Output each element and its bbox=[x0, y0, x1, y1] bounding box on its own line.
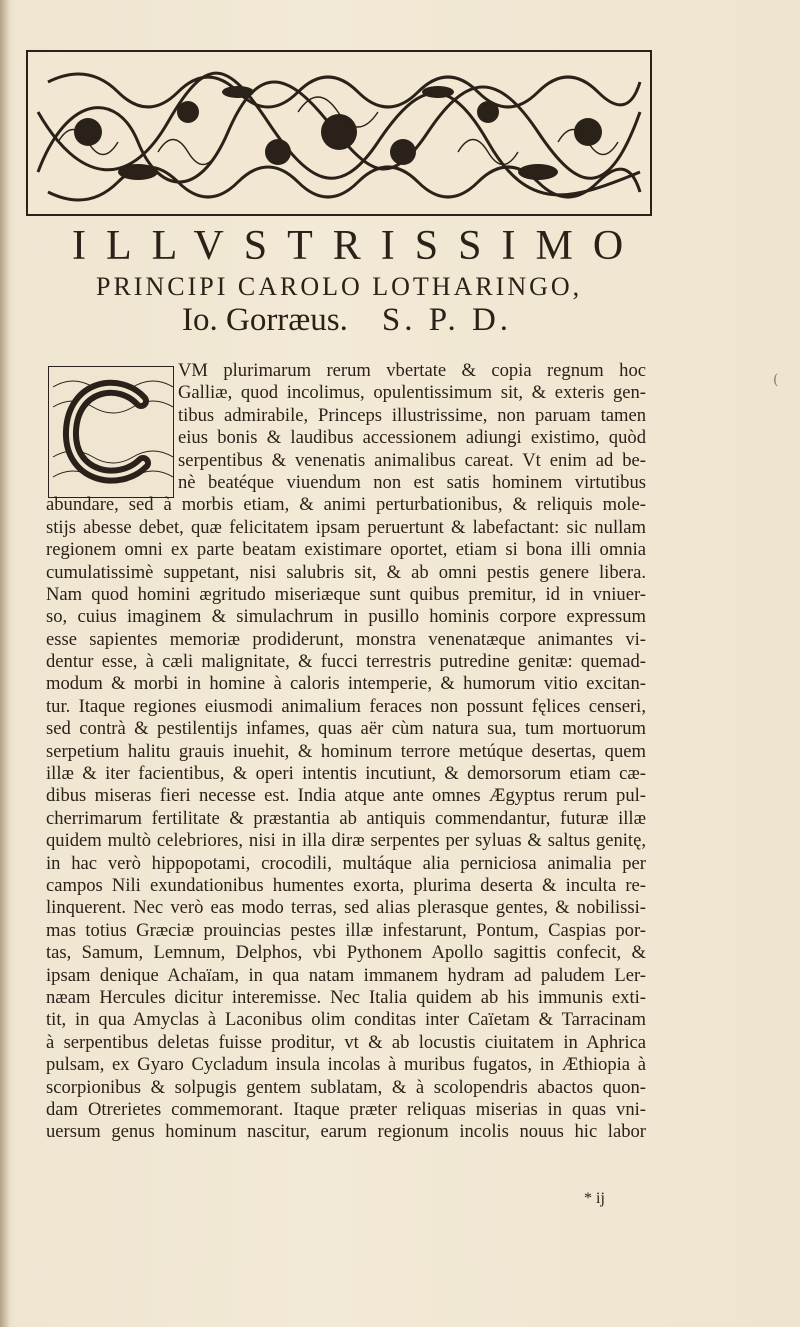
author-name: Io. Gorræus. bbox=[182, 302, 348, 338]
text-line: VM plurimarum rerum vbertate & copia regnum hoc bbox=[178, 360, 646, 381]
text-line: serpetium halitu grauis inuehit, & hominum terrore metúque desertas, quem bbox=[46, 740, 646, 762]
text-line: tit, in qua Amyclas à Laconibus olim conditas inter Caïetam & Tarracinam bbox=[46, 1009, 646, 1031]
text-line: campos Nili exundationibus humentes exorta, plurima deserta & inculta re- bbox=[46, 874, 646, 896]
page-title: ILLVSTRISSIMO bbox=[72, 223, 644, 269]
text-line: serpentibus & venenatis animalibus careat. Vt enim ad be- bbox=[178, 449, 646, 471]
text-line: mas totius Græciæ prouincias pestes illæ infestarunt, Pontum, Caspias por- bbox=[46, 919, 646, 941]
dedication-subtitle: PRINCIPI CAROLO LOTHARINGO, bbox=[96, 272, 583, 301]
text-line: Nam quod homini ægritudo miseriæque sunt quibus premitur, id in vniuer- bbox=[46, 583, 646, 605]
text-line: abundare, sed à morbis etiam, & animi perturbationibus, & reliquis mole- bbox=[46, 494, 646, 516]
text-line: linquerent. Nec verò eas modo terras, sed alias plerasque gentes, & nobilissi- bbox=[46, 897, 646, 919]
text-line: cherrimarum fertilitate & præstantia ab antiquis commendantur, futuræ illæ bbox=[46, 807, 646, 829]
signature-mark: * ij bbox=[584, 1190, 605, 1207]
foliage-ornament-banner-icon bbox=[26, 50, 652, 216]
text-line: næam Hercules dicitur interemisse. Nec Italia quidem ab his immunis exti- bbox=[46, 986, 646, 1008]
text-line: quidem multò celebriores, nisi in illa diræ serpentes per syluas & saltus genitę, bbox=[46, 830, 646, 852]
text-line: eius bonis & laudibus accessionem adiungi existimo, quòd bbox=[178, 427, 646, 449]
text-line: pulsam, ex Gyaro Cycladum insula incolas à muribus fugatos, in Æthiopia à bbox=[46, 1054, 646, 1076]
text-line: à serpentibus deletas fuisse proditur, vt & ab locustis ciuitatem in Aphrica bbox=[46, 1031, 646, 1053]
gutter-shadow bbox=[0, 0, 10, 1327]
text-line: uersum genus hominum nascitur, earum regionum incolis nouus hic labor bbox=[46, 1121, 646, 1143]
text-line: ipsam denique Achaïam, in qua natam immanem hydram ad paludem Ler- bbox=[46, 964, 646, 986]
text-line: stijs abesse debet, quæ felicitatem ipsam peruertunt & labefactant: sic nullam bbox=[46, 516, 646, 538]
text-line: scorpionibus & solpugis gentem sublatam, & à scolopendris abactos quon- bbox=[46, 1076, 646, 1098]
text-line: so, cuius imaginem & simulachrum in pusillo hominis corpore expressum bbox=[46, 606, 646, 628]
margin-tick: ( bbox=[773, 372, 779, 388]
text-line: cumulatissimè suppetant, nisi salubris sit, & ab omni pestis genere libera. bbox=[46, 561, 646, 583]
text-line: in hac verò hippopotami, crocodili, multáque alia perniciosa animalia per bbox=[46, 852, 646, 874]
text-line: Galliæ, quod incolimus, opulentissimum sit, & exteris gen- bbox=[178, 382, 646, 404]
text-line: esse sapientes memoriæ prodiderunt, monstra venenatæque animantes vi- bbox=[46, 628, 646, 650]
salutation: S. P. D. bbox=[381, 302, 513, 338]
text-line: regionem omni ex parte beatam existimare oportet, etiam si bona illi omnia bbox=[46, 539, 646, 561]
text-line: nè beatéque viuendum non est satis hominem virtutibus bbox=[178, 471, 646, 493]
text-line: dibus miseras fieri necesse est. India atque ante omnes Ægyptus rerum pul- bbox=[46, 785, 646, 807]
text-line: dentur esse, à cæli malignitate, & fucci terrestris putredine genitæ: quemad- bbox=[46, 651, 646, 673]
text-line: tas, Samum, Lemnum, Delphos, vbi Pythonem Apollo sagittis confecit, & bbox=[46, 942, 646, 964]
text-line: illæ & iter facientibus, & operi intentis incutiunt, & demorsorum etiam cæ- bbox=[46, 763, 646, 785]
body-text bbox=[46, 360, 646, 1144]
author-line bbox=[182, 302, 642, 339]
text-line: modum & morbi in homine à caloris intemperie, & humorum vitio excitan- bbox=[46, 673, 646, 695]
text-line: sed contrà & pestilentijs infames, quas aër cùm natura sua, tum mortuorum bbox=[46, 718, 646, 740]
text-line: dam Otrerietes commemorant. Itaque præter reliquas miserias in quas vni- bbox=[46, 1098, 646, 1120]
text-line: tur. Itaque regiones eiusmodi animalium feraces non possunt fęlices censeri, bbox=[46, 695, 646, 717]
text-line: tibus admirabile, Princeps illustrissime, non paruam tamen bbox=[178, 404, 646, 426]
